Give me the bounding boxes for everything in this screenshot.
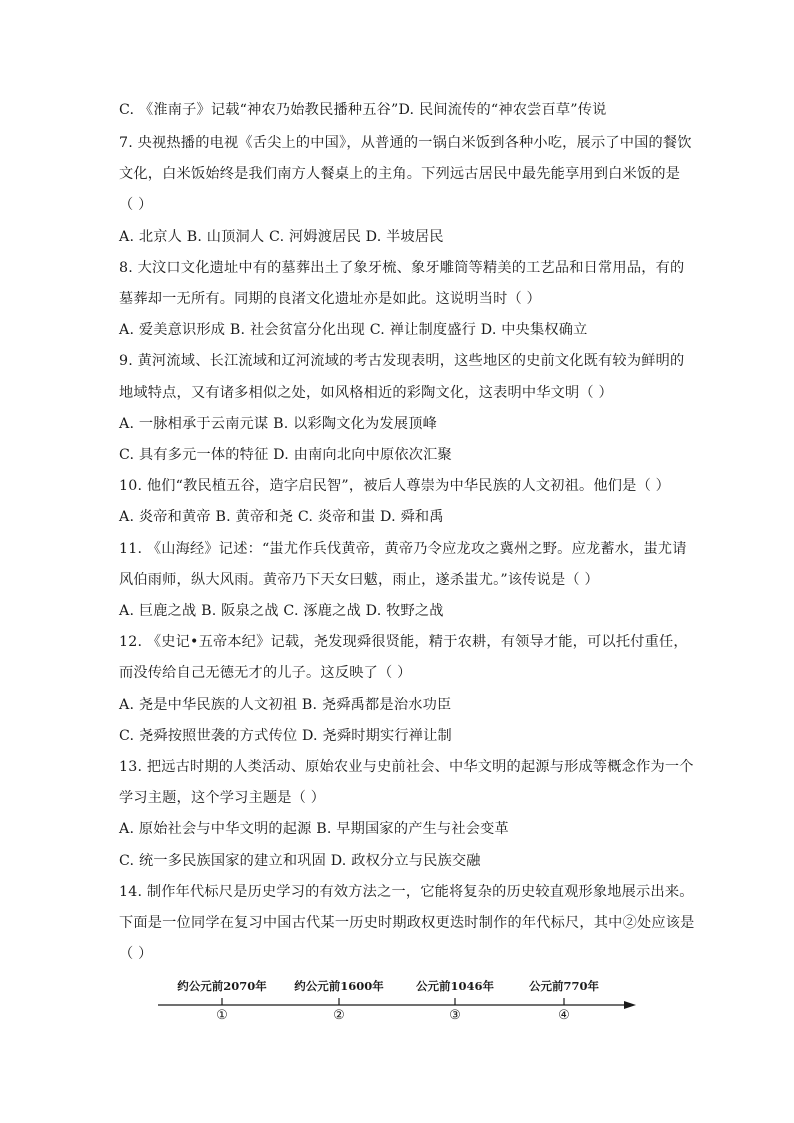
text-line: （ ） — [119, 197, 153, 213]
text-line: A. 北京人 B. 山顶洞人 C. 河姆渡居民 D. 半坡居民 — [119, 229, 444, 245]
text-line: C. 统一多民族国家的建立和巩固 D. 政权分立与民族交融 — [119, 853, 481, 869]
timeline-label: 公元前770年 — [528, 979, 600, 993]
timeline-figure — [150, 968, 650, 1038]
arrow-right-icon — [624, 1001, 636, 1009]
text-line: 11. 《山海经》记述：“蚩尤作兵伐黄帝，黄帝乃令应龙攻之冀州之野。应龙蓄水，蚩尤请 — [119, 541, 687, 557]
text-line: 13. 把远古时期的人类活动、原始农业与史前社会、中华文明的起源与形成等概念作为一个 — [119, 759, 694, 775]
timeline-marker: ③ — [449, 1008, 461, 1023]
timeline-label: 约公元前1600年 — [294, 979, 384, 993]
text-line: 12. 《史记•五帝本纪》记载，尧发现舜很贤能，精于农耕，有领导才能，可以托付重任， — [119, 634, 688, 650]
text-line: 10. 他们“教民植五谷，造字启民智”，被后人尊崇为中华民族的人文初祖。他们是（ ） — [119, 478, 671, 494]
timeline-label: 公元前1046年 — [415, 979, 495, 993]
text-line: C. 具有多元一体的特征 D. 由南向北向中原依次汇聚 — [119, 447, 452, 463]
text-line: A. 炎帝和黄帝 B. 黄帝和尧 C. 炎帝和蚩 D. 舜和禹 — [119, 509, 444, 525]
text-line: A. 尧是中华民族的人文初祖 B. 尧舜禹都是治水功臣 — [119, 697, 452, 713]
text-line: （ ） — [119, 946, 153, 962]
text-line: 地域特点，又有诸多相似之处，如风格相近的彩陶文化，这表明中华文明（ ） — [119, 385, 613, 401]
text-line: A. 巨鹿之战 B. 阪泉之战 C. 涿鹿之战 D. 牧野之战 — [119, 603, 444, 619]
text-line: 8. 大汶口文化遗址中有的墓葬出土了象牙梳、象牙雕筒等精美的工艺品和日常用品，有的 — [119, 260, 685, 276]
text-line: 14. 制作年代标尺是历史学习的有效方法之一，它能将复杂的历史较直观形象地展示出来。 — [119, 884, 694, 900]
text-line: 而没传给自己无德无才的儿子。这反映了（ ） — [119, 665, 412, 681]
text-line: 7. 央视热播的电视《舌尖上的中国》，从普通的一锅白米饭到各种小吃，展示了中国的餐饮 — [119, 135, 692, 151]
text-line: 文化，白米饭始终是我们南方人餐桌上的主角。下列远古居民中最先能享用到白米饭的是 — [119, 166, 681, 182]
timeline-label: 约公元前2070年 — [177, 979, 267, 993]
timeline-marker: ① — [216, 1008, 228, 1023]
text-line: 墓葬却一无所有。同期的良渚文化遗址亦是如此。这说明当时（ ） — [119, 291, 541, 307]
text-line: A. 爱美意识形成 B. 社会贫富分化出现 C. 禅让制度盛行 D. 中央集权确立 — [119, 322, 588, 338]
text-line: 风伯雨师，纵大风雨。黄帝乃下天女曰魃，雨止，遂杀蚩尤。”该传说是（ ） — [119, 572, 599, 588]
text-line: C. 《淮南子》记载“神农乃始教民播种五谷”D. 民间流传的“神农尝百草”传说 — [119, 102, 607, 118]
timeline-marker: ② — [333, 1008, 345, 1023]
text-line: 9. 黄河流域、长江流域和辽河流域的考古发现表明，这些地区的史前文化既有较为鲜明的 — [119, 353, 685, 369]
text-line: A. 一脉相承于云南元谋 B. 以彩陶文化为发展顶峰 — [119, 416, 437, 432]
text-line: 下面是一位同学在复习中国古代某一历史时期政权更迭时制作的年代标尺，其中②处应该是 — [119, 915, 695, 931]
text-line: 学习主题，这个学习主题是（ ） — [119, 790, 326, 806]
text-line: C. 尧舜按照世袭的方式传位 D. 尧舜时期实行禅让制 — [119, 728, 452, 744]
text-line: A. 原始社会与中华文明的起源 B. 早期国家的产生与社会变革 — [119, 821, 509, 837]
timeline-marker: ④ — [558, 1008, 570, 1023]
